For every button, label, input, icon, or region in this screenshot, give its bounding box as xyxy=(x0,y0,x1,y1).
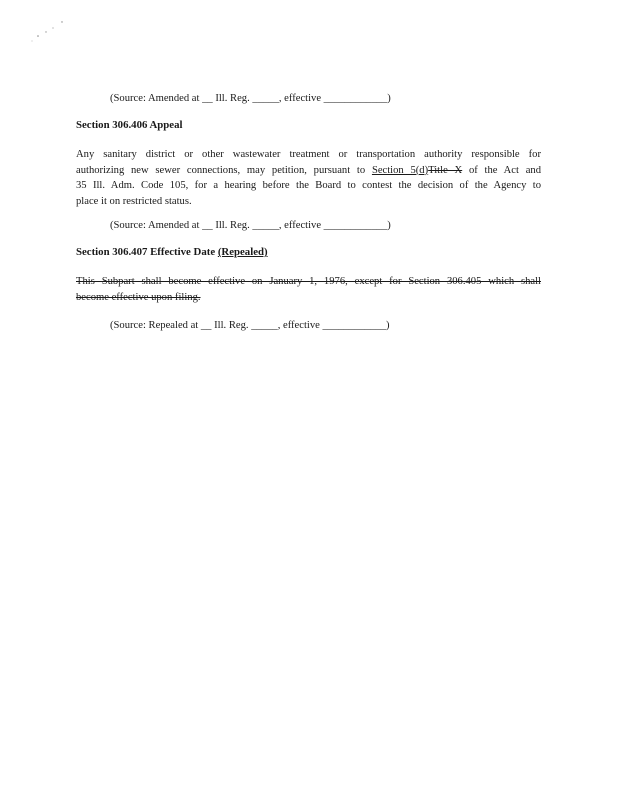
deleted-reference: Title X xyxy=(428,164,463,176)
body-line: authorizing new sewer connections, may petition, pursuant to Section 5(d)Title X of the Act and xyxy=(76,164,542,176)
section-306-406-heading: Section 306.406 Appeal xyxy=(76,119,183,131)
deleted-line: This Subpart shall become effective on January 1, 1976, except for Section 306.405 which shall xyxy=(76,276,541,287)
section-306-406-body xyxy=(76,147,541,209)
source-note-amended: (Source: Amended at __ Ill. Reg. _____, effective ____________) xyxy=(110,93,391,104)
source-note-repealed: (Source: Repealed at __ Ill. Reg. _____, effective ____________) xyxy=(110,320,390,331)
section-306-407-body xyxy=(76,274,541,305)
inserted-reference: Section 5(d) xyxy=(371,164,429,176)
scan-specks xyxy=(18,14,78,54)
section-306-407-heading: Section 306.407 Effective Date (Repealed) xyxy=(76,246,268,258)
inserted-repealed: (Repealed) xyxy=(217,246,268,258)
body-line: 35 Ill. Adm. Code 105, for a hearing before the Board to contest the decision of the Agency to xyxy=(76,180,541,192)
body-line: place it on restricted status. xyxy=(76,195,192,207)
deleted-line: become effective upon filing. xyxy=(76,291,201,303)
source-note-amended: (Source: Amended at __ Ill. Reg. _____, effective ____________) xyxy=(110,220,391,231)
body-line: Any sanitary district or other wastewater treatment or transportation authority responsible for xyxy=(76,149,541,160)
